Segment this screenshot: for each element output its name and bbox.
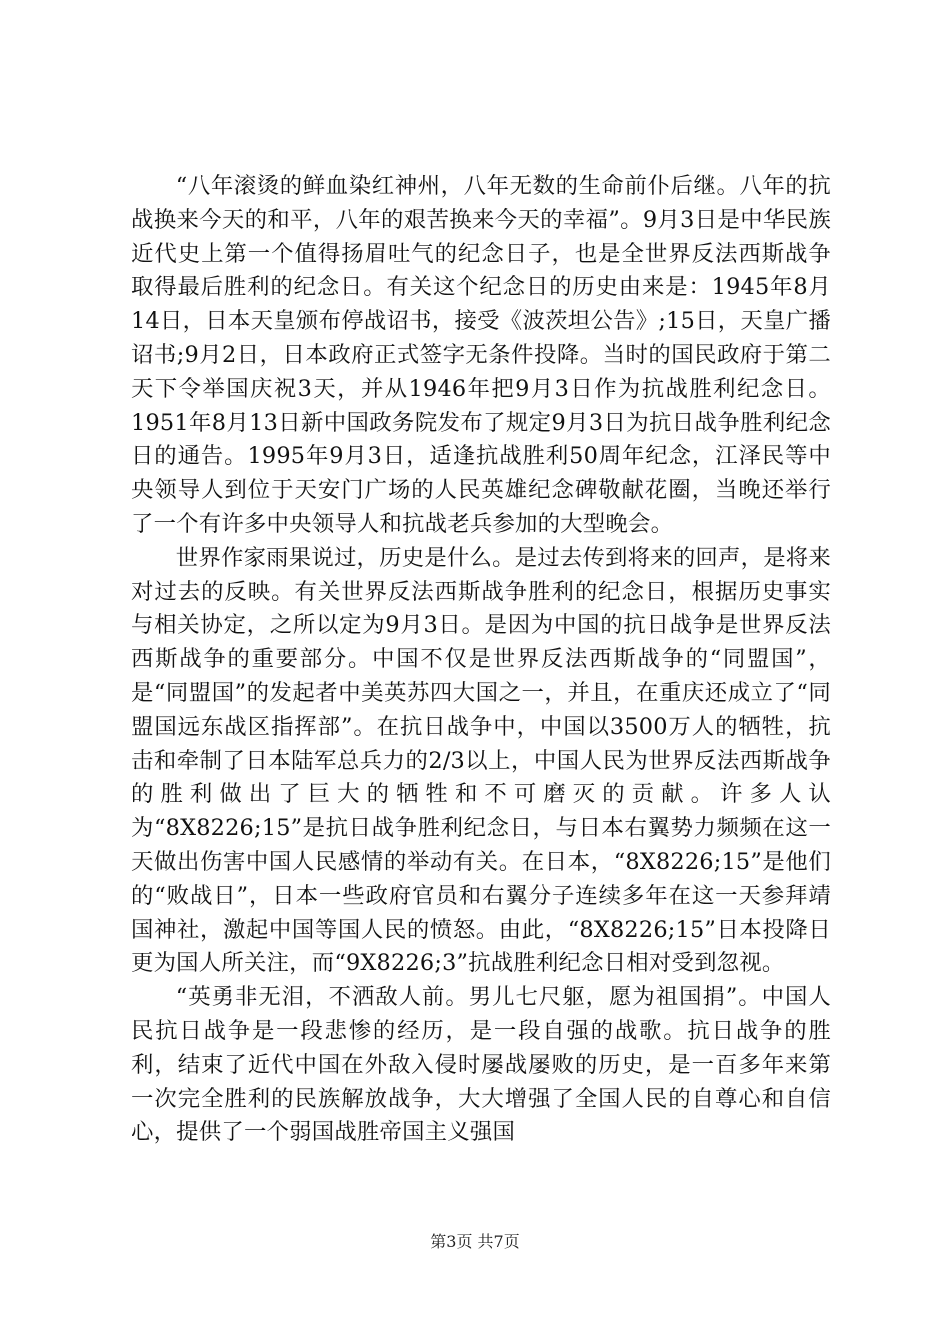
paragraph-3: “英勇非无泪，不洒敌人前。男儿七尺躯，愿为祖国捐”。中国人民抗日战争是一段悲惨的经历，是一段自强的战歌。抗日战争的胜利，结束了近代中国在外敌入侵时屡战屡败的历史，是一百多年来第一次完全胜利的民族解放战争，大大增强了全国人民的自尊心和自信心，提供了一个弱国战胜帝国主义强国 — [131, 984, 831, 1146]
paragraph-1: “八年滚烫的鲜血染红神州，八年无数的生命前仆后继。八年的抗战换来今天的和平，八年的艰苦换来今天的幸福”。9月3日是中华民族近代史上第一个值得扬眉吐气的纪念日子，也是全世界反法西斯战争取得最后胜利的纪念日。有关这个纪念日的历史由来是：1945年8月14日，日本天皇颁布停战诏书，接受《波茨坦公告》;15日，天皇广播诏书;9月2日，日本政府正式签字无条件投降。当时的国民政府于第二天下令举国庆祝3天，并从1946年把9月3日作为抗战胜利纪念日。1951年8月13日新中国政务院发布了规定9月3日为抗日战争胜利纪念日的通告。1995年9月3日，适逢抗战胜利50周年纪念，江泽民等中央领导人到位于天安门广场的人民英雄纪念碑敬献花圈，当晚还举行了一个有许多中央领导人和抗战老兵参加的大型晚会。 — [131, 173, 831, 537]
document-body — [131, 170, 831, 1150]
paragraph-2: 世界作家雨果说过，历史是什么。是过去传到将来的回声，是将来对过去的反映。有关世界反法西斯战争胜利的纪念日，根据历史事实与相关协定，之所以定为9月3日。是因为中国的抗日战争是世界反法西斯战争的重要部分。中国不仅是世界反法西斯战争的“同盟国”，是“同盟国”的发起者中美英苏四大国之一，并且，在重庆还成立了“同盟国远东战区指挥部”。在抗日战争中，中国以3500万人的牺牲，抗击和牵制了日本陆军总兵力的2/3以上，中国人民为世界反法西斯战争的胜利做出了巨大的牺牲和不可磨灭的贡献。许多人认为“8X8226;15”是抗日战争胜利纪念日，与日本右翼势力频频在这一天做出伤害中国人民感情的举动有关。在日本，“8X8226;15”是他们的“败战日”，日本一些政府官员和右翼分子连续多年在这一天参拜靖国神社，激起中国等国人民的愤怒。由此，“8X8226;15”日本投降日更为国人所关注，而“9X8226;3”抗战胜利纪念日相对受到忽视。 — [131, 544, 831, 977]
page-number-footer: 第3页 共7页 — [430, 1232, 520, 1251]
